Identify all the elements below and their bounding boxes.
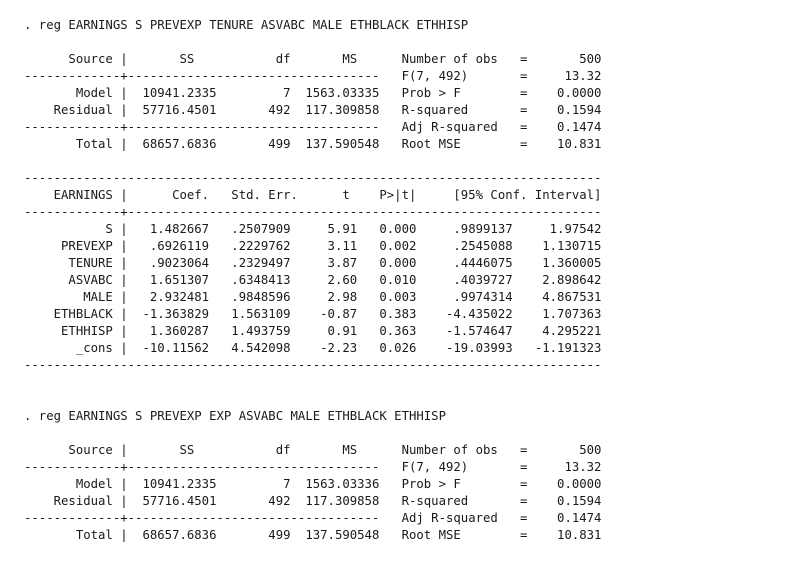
coef-row-s: S | 1.482667 .2507909 5.91 0.000 .9899137 1.97542 — [24, 222, 602, 236]
anova2-row-residual: Residual | 57716.4501 492 117.309858 R-squared = 0.1594 — [24, 494, 602, 508]
anova2-row-total: Total | 68657.6836 499 137.590548 Root MSE = 10.831 — [24, 528, 602, 542]
coef-table-top-rule: ------------------------------------------------------------------------------ — [24, 171, 602, 185]
coef-row-asvabc: ASVABC | 1.651307 .6348413 2.60 0.010 .4039727 2.898642 — [24, 273, 602, 287]
anova2-row-model: Model | 10941.2335 7 1563.03336 Prob > F = 0.0000 — [24, 477, 602, 491]
coef-table-header: EARNINGS | Coef. Std. Err. t P>|t| [95% Conf. Interval] — [24, 188, 602, 202]
command-line-1: . reg EARNINGS S PREVEXP TENURE ASVABC MALE ETHBLACK ETHHISP — [24, 18, 469, 32]
coef-row-male: MALE | 2.932481 .9848596 2.98 0.003 .9974314 4.867531 — [24, 290, 602, 304]
command-line-2: . reg EARNINGS S PREVEXP EXP ASVABC MALE ETHBLACK ETHHISP — [24, 409, 446, 423]
anova2-separator: -------------+---------------------------------- Adj R-squared = 0.1474 — [24, 511, 602, 525]
anova-row-model: Model | 10941.2335 7 1563.03335 Prob > F = 0.0000 — [24, 86, 602, 100]
coef-table-separator: -------------+---------------------------------------------------------------- — [24, 205, 602, 219]
coef-row-cons: _cons | -10.11562 4.542098 -2.23 0.026 -19.03993 -1.191323 — [24, 341, 602, 355]
anova-header: Source | SS df MS Number of obs = 500 — [24, 52, 602, 66]
anova-row-total: Total | 68657.6836 499 137.590548 Root MSE = 10.831 — [24, 137, 602, 151]
coef-row-prevexp: PREVEXP | .6926119 .2229762 3.11 0.002 .2545088 1.130715 — [24, 239, 602, 253]
coef-row-ethhisp: ETHHISP | 1.360287 1.493759 0.91 0.363 -1.574647 4.295221 — [24, 324, 602, 338]
anova-separator: -------------+---------------------------------- F(7, 492) = 13.32 — [24, 69, 602, 83]
anova2-header: Source | SS df MS Number of obs = 500 — [24, 443, 602, 457]
coef-row-ethblack: ETHBLACK | -1.363829 1.563109 -0.87 0.383 -4.435022 1.707363 — [24, 307, 602, 321]
anova2-separator: -------------+---------------------------------- F(7, 492) = 13.32 — [24, 460, 602, 474]
coef-row-tenure: TENURE | .9023064 .2329497 3.87 0.000 .4446075 1.360005 — [24, 256, 602, 270]
anova-separator: -------------+---------------------------------- Adj R-squared = 0.1474 — [24, 120, 602, 134]
coef-table-bottom-rule: ------------------------------------------------------------------------------ — [24, 358, 602, 372]
anova-row-residual: Residual | 57716.4501 492 117.309858 R-squared = 0.1594 — [24, 103, 602, 117]
